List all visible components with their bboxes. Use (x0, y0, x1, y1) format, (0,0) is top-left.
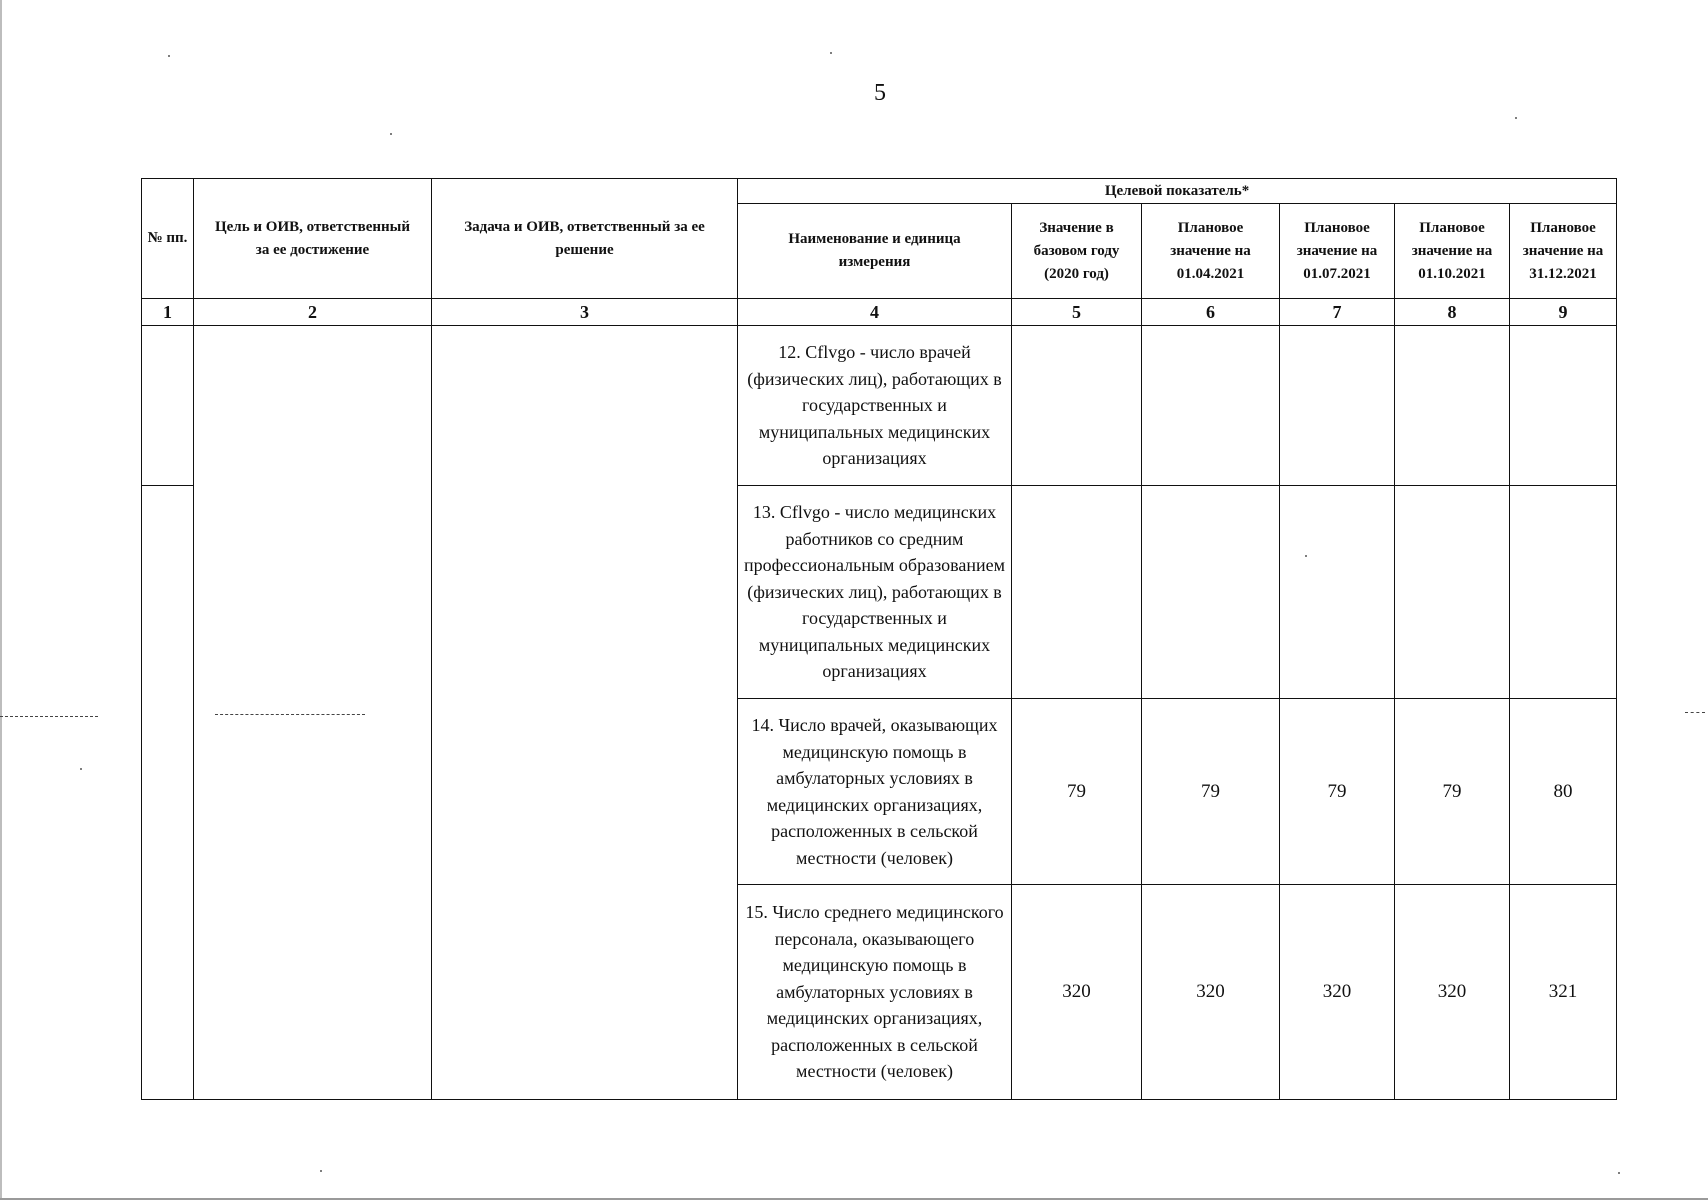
column-number: 8 (1395, 299, 1510, 326)
value-plan-q3: 79 (1395, 699, 1510, 885)
column-number: 2 (194, 299, 432, 326)
table-row (142, 326, 1617, 486)
indicator-name: 12. Cflvgo - число врачей (физических лиц), работающих в государственных и муниципальных медицинских организациях (738, 326, 1012, 486)
task-cell (432, 326, 738, 1100)
header-plan-q4: Плановое значение на 31.12.2021 (1510, 204, 1617, 299)
header-plan-q1: Плановое значение на 01.04.2021 (1142, 204, 1280, 299)
header-goal: Цель и ОИВ, ответственный за ее достижение (194, 179, 432, 299)
value-plan-q1: 320 (1142, 885, 1280, 1100)
value-plan-q4: 80 (1510, 699, 1617, 885)
scan-speck (830, 52, 832, 54)
scan-artifact (1685, 712, 1705, 714)
column-number: 9 (1510, 299, 1617, 326)
scan-speck (80, 768, 82, 770)
page-number: 5 (874, 80, 886, 106)
indicator-name: 14. Число врачей, оказывающих медицинскую помощь в амбулаторных условиях в медицинских организациях, расположенных в сельской местности (человек) (738, 699, 1012, 885)
header-plan-q3: Плановое значение на 01.10.2021 (1395, 204, 1510, 299)
column-number: 5 (1012, 299, 1142, 326)
goal-cell (194, 326, 432, 1100)
scan-edge-left (0, 0, 2, 1200)
value-plan-q2 (1280, 326, 1395, 486)
column-number: 6 (1142, 299, 1280, 326)
scan-speck (168, 55, 170, 57)
value-base-year: 79 (1012, 699, 1142, 885)
value-plan-q4: 321 (1510, 885, 1617, 1100)
value-plan-q3 (1395, 486, 1510, 699)
header-plan-q2: Плановое значение на 01.07.2021 (1280, 204, 1395, 299)
header-name-unit: Наименование и единица измерения (738, 204, 1012, 299)
indicator-name: 13. Cflvgo - число медицинских работников со средним профессиональным образованием (физических лиц), работающих в государственных и муниципальных медицинских организациях (738, 486, 1012, 699)
scan-speck (1618, 1172, 1620, 1174)
column-number: 4 (738, 299, 1012, 326)
header-task: Задача и ОИВ, ответственный за ее решение (432, 179, 738, 299)
column-number: 1 (142, 299, 194, 326)
scan-speck (320, 1170, 322, 1172)
number-cell (142, 486, 194, 1100)
column-number: 3 (432, 299, 738, 326)
header-number: № пп. (142, 179, 194, 299)
header-base-year-value: Значение в базовом году (2020 год) (1012, 204, 1142, 299)
value-plan-q2: 79 (1280, 699, 1395, 885)
target-indicators-table (141, 178, 1617, 1100)
scan-speck (390, 133, 392, 135)
value-plan-q3: 320 (1395, 885, 1510, 1100)
scan-artifact (0, 716, 98, 718)
number-cell (142, 326, 194, 486)
value-base-year (1012, 326, 1142, 486)
value-base-year (1012, 486, 1142, 699)
value-plan-q1: 79 (1142, 699, 1280, 885)
indicator-name: 15. Число среднего медицинского персонала, оказывающего медицинскую помощь в амбулаторных условиях в медицинских организациях, расположенных в сельской местности (человек) (738, 885, 1012, 1100)
value-plan-q1 (1142, 326, 1280, 486)
scan-speck (1515, 117, 1517, 119)
header-target-indicator-group: Целевой показатель* (738, 179, 1617, 204)
value-plan-q2: 320 (1280, 885, 1395, 1100)
value-plan-q4 (1510, 486, 1617, 699)
value-plan-q1 (1142, 486, 1280, 699)
column-number: 7 (1280, 299, 1395, 326)
value-plan-q4 (1510, 326, 1617, 486)
value-base-year: 320 (1012, 885, 1142, 1100)
value-plan-q2 (1280, 486, 1395, 699)
value-plan-q3 (1395, 326, 1510, 486)
